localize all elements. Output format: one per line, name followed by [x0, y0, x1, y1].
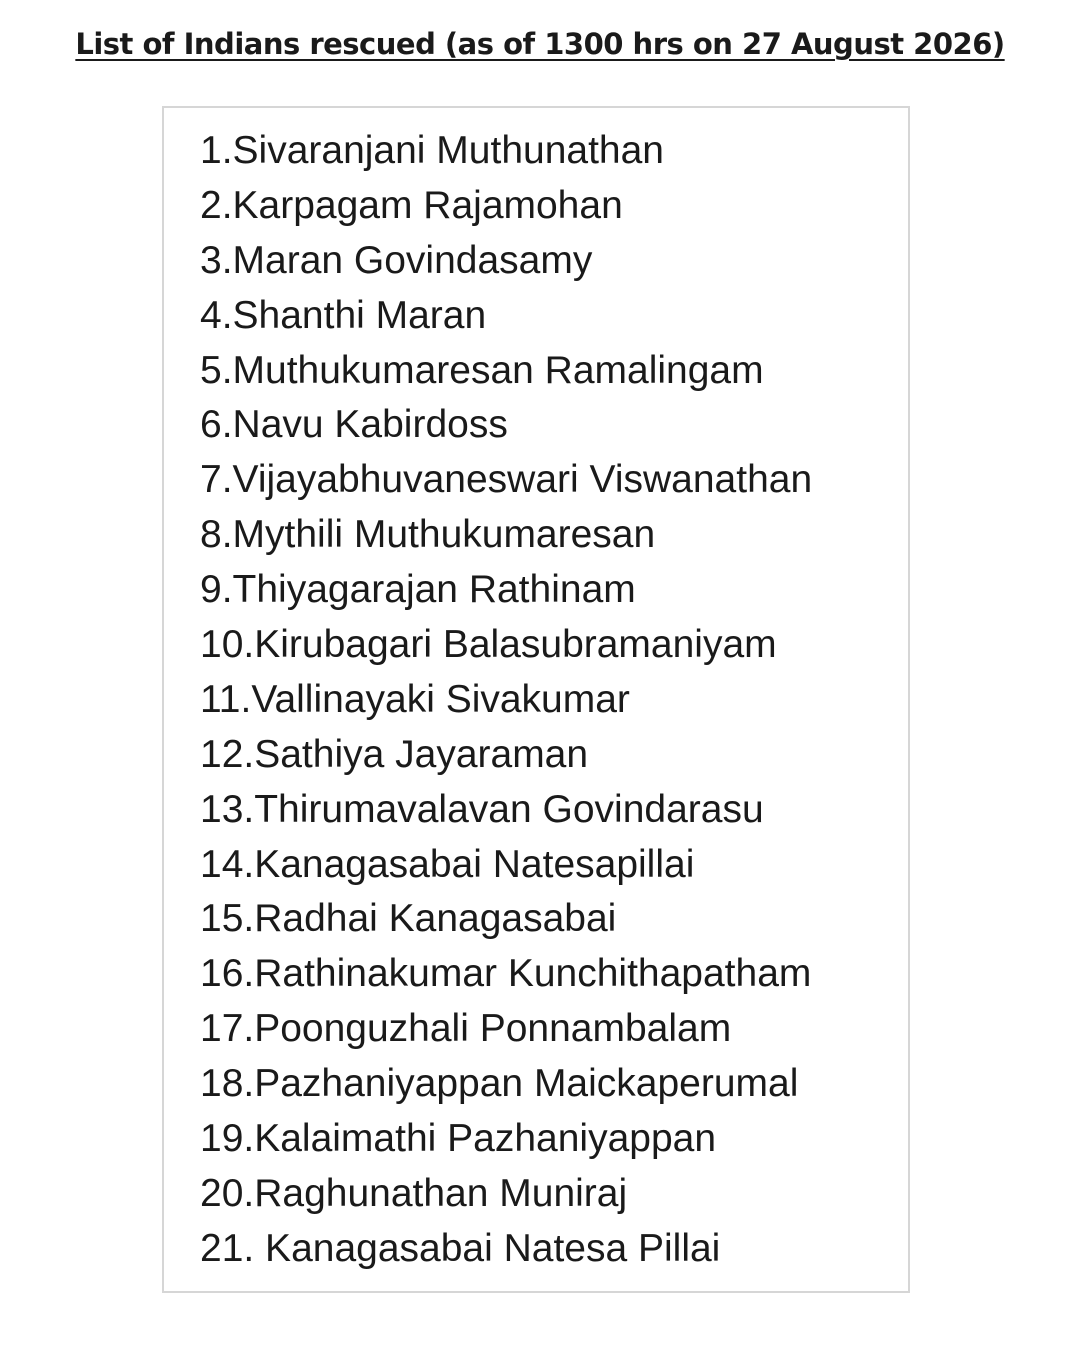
list-item: 1.Sivaranjani Muthunathan — [200, 129, 664, 172]
list-item: 18.Pazhaniyappan Maickaperumal — [200, 1062, 799, 1106]
list-item: 11.Vallinayaki Sivakumar — [200, 677, 630, 721]
page-title: List of Indians rescued (as of 1300 hrs on 27 August 2026) — [75, 27, 1005, 61]
list-item: 12.Sathiya Jayaraman — [200, 732, 589, 776]
list-item: 21. Kanagasabai Natesa Pillai — [200, 1226, 721, 1270]
list-item: 16.Rathinakumar Kunchithapatham — [200, 952, 812, 996]
list-item: 20.Raghunathan Muniraj — [200, 1171, 628, 1215]
list-item: 2.Karpagam Rajamohan — [200, 183, 623, 227]
list-item: 13.Thirumavalavan Govindarasu — [200, 787, 764, 831]
list-item: 10.Kirubagari Balasubramaniyam — [200, 623, 777, 667]
list-item: 7.Vijayabhuvaneswari Viswanathan — [200, 458, 813, 502]
list-item: 6.Navu Kabirdoss — [200, 403, 508, 447]
list-item: 4.Shanthi Maran — [200, 293, 487, 337]
list-item: 19.Kalaimathi Pazhaniyappan — [200, 1117, 717, 1161]
list-item: 8.Mythili Muthukumaresan — [200, 513, 656, 557]
list-item: 9.Thiyagarajan Rathinam — [200, 568, 636, 612]
list-item: 14.Kanagasabai Natesapillai — [200, 842, 695, 886]
list-item: 3.Maran Govindasamy — [200, 238, 593, 282]
list-item: 5.Muthukumaresan Ramalingam — [200, 348, 764, 392]
list-item: 17.Poonguzhali Ponnambalam — [200, 1007, 732, 1051]
rescued-names-list — [200, 124, 812, 1277]
list-item: 15.Radhai Kanagasabai — [200, 897, 617, 941]
rescued-list-box — [162, 106, 910, 1293]
